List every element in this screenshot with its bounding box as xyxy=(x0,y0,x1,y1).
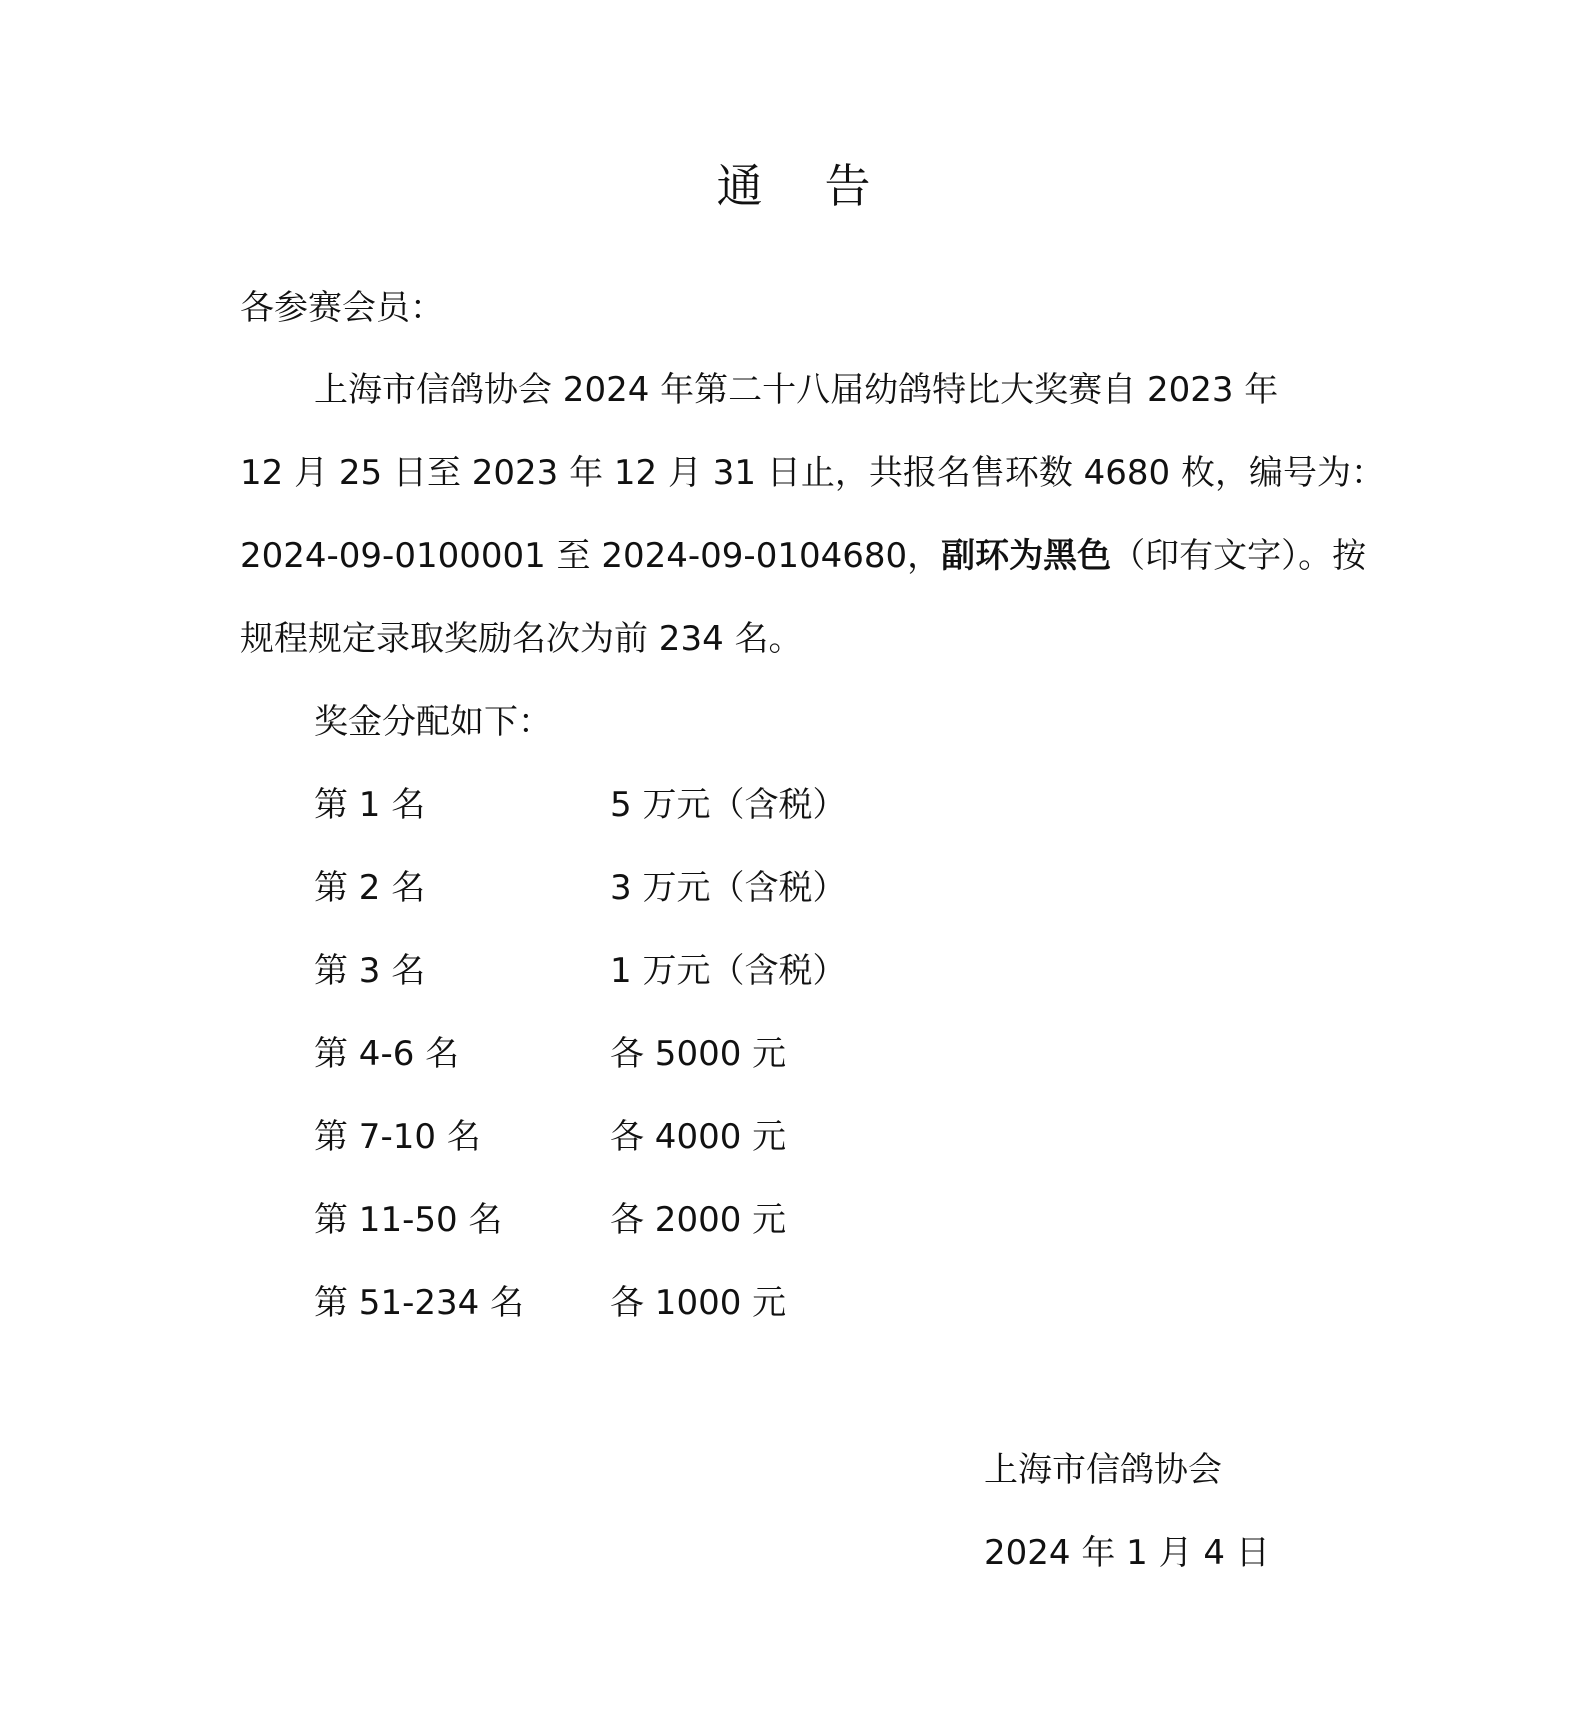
prize-row xyxy=(314,1115,786,1159)
prize-row xyxy=(314,1198,786,1242)
prize-row xyxy=(314,866,846,910)
prize-intro: 奖金分配如下： xyxy=(314,702,552,742)
ring-note: （印有文字）。按 xyxy=(1111,536,1367,576)
prize-row xyxy=(314,1032,786,1076)
prize-rank: 第 7-10 名 xyxy=(314,1117,481,1157)
prize-rank: 第 1 名 xyxy=(314,785,426,825)
prize-amount: 3 万元（含税） xyxy=(610,868,847,908)
prize-rank: 第 3 名 xyxy=(314,951,426,991)
notice-title: 通告 xyxy=(716,159,933,213)
prize-amount: 5 万元（含税） xyxy=(610,785,847,825)
prize-rank: 第 11-50 名 xyxy=(314,1200,503,1240)
prize-row xyxy=(314,949,846,993)
prize-row xyxy=(314,1281,786,1325)
signature-organization: 上海市信鸽协会 xyxy=(984,1450,1222,1490)
ring-number-range: 2024-09-0100001 至 2024-09-0104680， xyxy=(240,536,942,576)
prize-amount: 各 4000 元 xyxy=(610,1117,787,1157)
prize-amount: 1 万元（含税） xyxy=(610,951,847,991)
paragraph-line-2: 12 月 25 日至 2023 年 12 月 31 日止，共报名售环数 4680 枚，编号为： xyxy=(240,453,1385,493)
paragraph-line-1: 上海市信鸽协会 2024 年第二十八届幼鸽特比大奖赛自 2023 年 xyxy=(314,370,1279,410)
prize-amount: 各 2000 元 xyxy=(610,1200,787,1240)
prize-row xyxy=(314,783,846,827)
salutation: 各参赛会员： xyxy=(240,288,444,328)
prize-rank: 第 4-6 名 xyxy=(314,1034,460,1074)
prize-amount: 各 5000 元 xyxy=(610,1034,787,1074)
signature-date: 2024 年 1 月 4 日 xyxy=(984,1533,1270,1573)
paragraph-line-4: 规程规定录取奖励名次为前 234 名。 xyxy=(240,619,803,659)
paragraph-line-3 xyxy=(240,534,1366,578)
prize-rank: 第 51-234 名 xyxy=(314,1283,525,1323)
sub-ring-color: 副环为黑色 xyxy=(941,536,1112,576)
prize-rank: 第 2 名 xyxy=(314,868,426,908)
prize-amount: 各 1000 元 xyxy=(610,1283,787,1323)
